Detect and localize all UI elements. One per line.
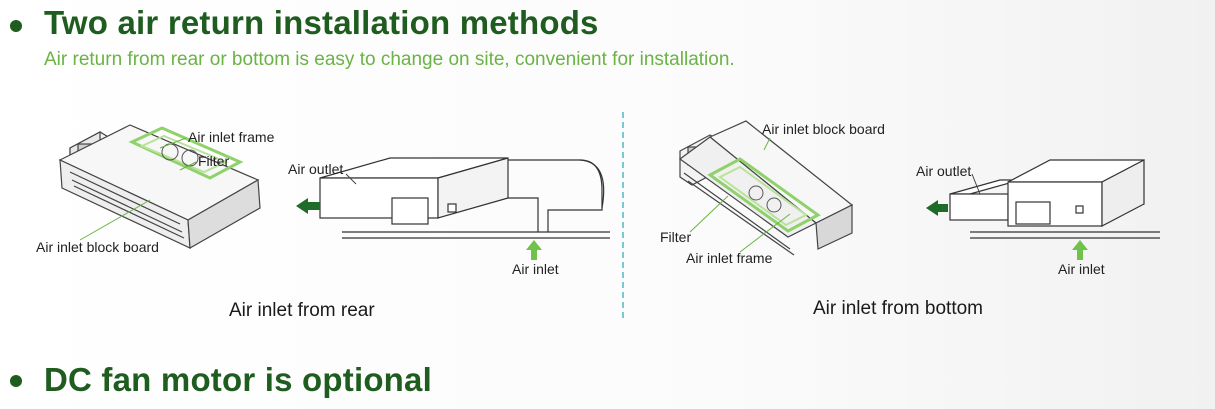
- section-title-dc-fan-motor: DC fan motor is optional: [44, 361, 432, 398]
- label-filter: Filter: [660, 229, 692, 245]
- section-subtitle: Air return from rear or bottom is easy to change on site, convenient for installation.: [44, 49, 735, 70]
- label-air-inlet-block-board: Air inlet block board: [762, 121, 885, 137]
- label-air-inlet-frame: Air inlet frame: [686, 250, 773, 266]
- section-title-air-return: Two air return installation methods: [44, 4, 599, 41]
- label-filter: Filter: [198, 153, 230, 169]
- bullet-icon: [10, 375, 22, 387]
- label-air-outlet: Air outlet: [916, 163, 972, 179]
- caption-inlet-from-bottom: Air inlet from bottom: [813, 298, 983, 319]
- label-air-inlet: Air inlet: [512, 261, 559, 277]
- label-air-inlet: Air inlet: [1058, 261, 1105, 277]
- label-air-inlet-block-board: Air inlet block board: [36, 239, 159, 255]
- caption-inlet-from-rear: Air inlet from rear: [229, 300, 375, 321]
- label-air-outlet: Air outlet: [288, 161, 344, 177]
- label-air-inlet-frame: Air inlet frame: [188, 129, 275, 145]
